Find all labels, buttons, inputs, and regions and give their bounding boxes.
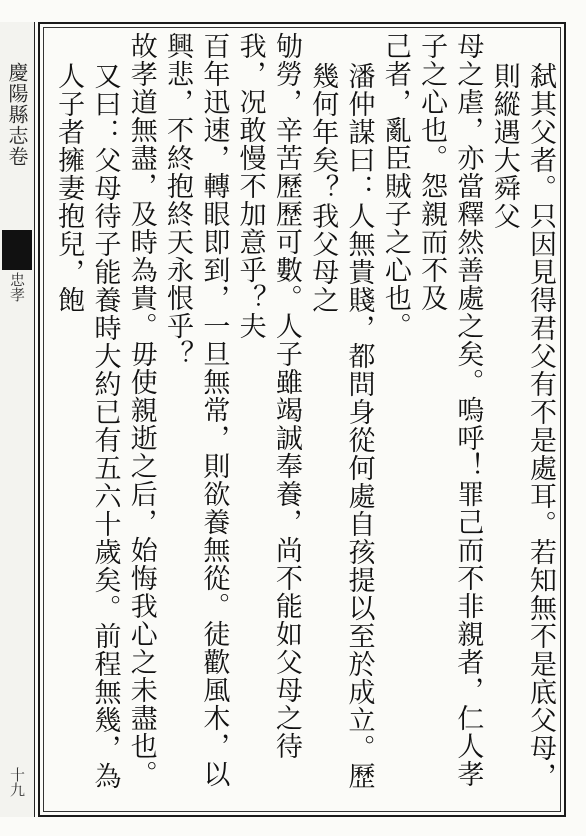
margin-black-mark [2, 230, 32, 270]
text-column: 故孝道無盡，及時為貴。毋使親逝之后，始悔我心之未盡也。 [125, 32, 157, 788]
margin-section-label: 忠孝 [8, 272, 26, 302]
text-column: 又曰：父母待子能養時大約已有五六十歲矣。前程無幾，為人子者擁妻抱兒，飽 [53, 62, 121, 790]
margin-book-title: 慶陽縣志卷 [5, 62, 29, 167]
text-column: 百年迅速，轉眼即到，一旦無常，則欲養無從。徒歡風木，以興悲，不終抱終天永恨乎？ [162, 32, 230, 788]
margin-page-number: 十九 [8, 767, 26, 797]
text-column: 劬勞，辛苦歷歷可數。人子雖竭誠奉養，尚不能如父母之待我，况敢慢不加意乎？夫 [234, 32, 302, 760]
text-column: 母之虐，亦當釋然善處之矣。嗚呼！罪己而不非親者，仁人孝子之心也。怨親而不及 [416, 32, 484, 788]
text-block [50, 32, 558, 807]
text-column: 己者，亂臣賊子之心也。 [379, 32, 411, 340]
text-column: 潘仲謀曰：人無貴賤，都問身從何處自孩提以至於成立。歷幾何年矣？我父母之 [307, 62, 375, 790]
binding-margin [0, 22, 35, 817]
text-column: 弑其父者。只因見得君父有不是處耳。若知無不是底父母，則縱遇大舜父 [488, 62, 556, 790]
